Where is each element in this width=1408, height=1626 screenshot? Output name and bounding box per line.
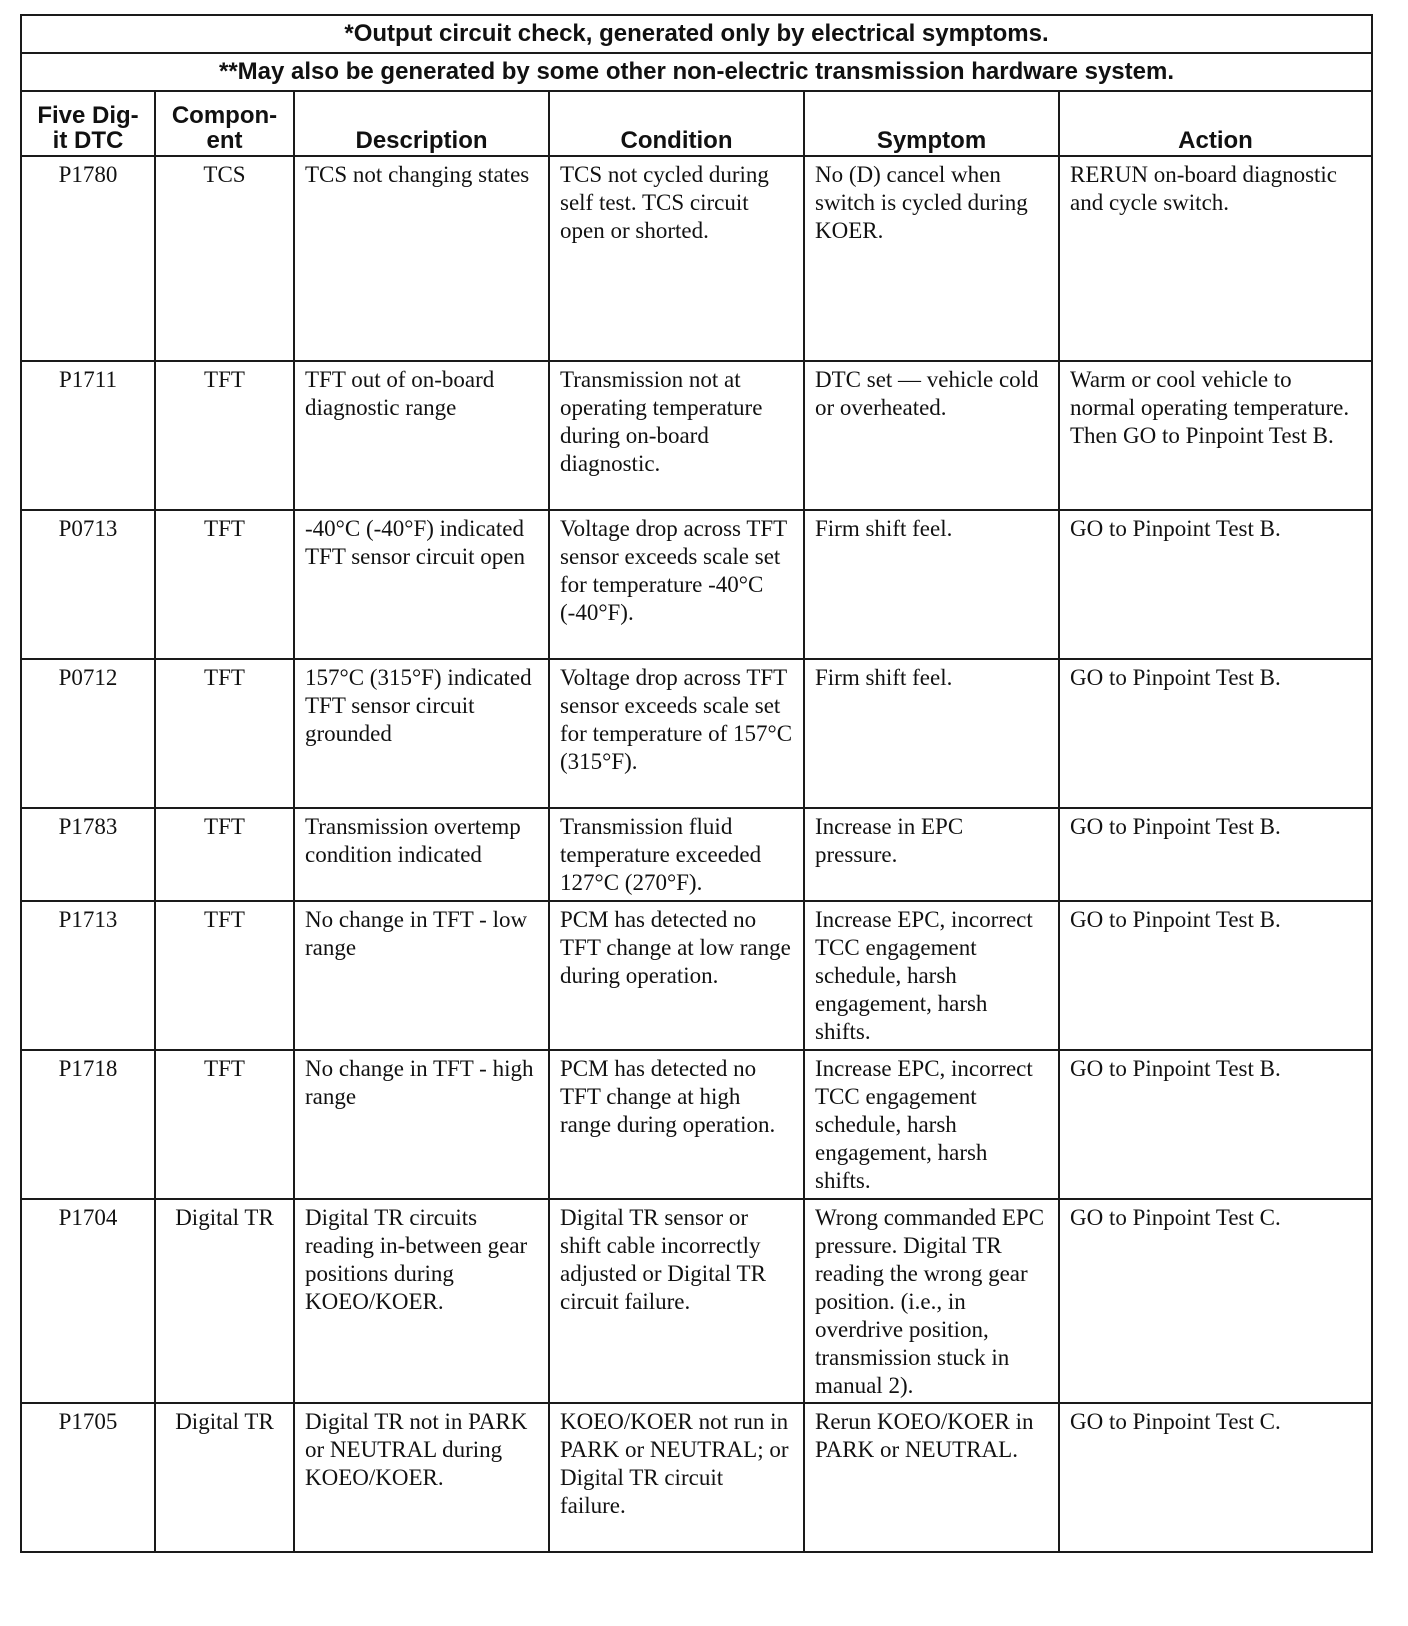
dtc-cell: P1704 [21,1199,155,1403]
table-row [21,1050,1372,1199]
symptom-cell: DTC set — vehicle cold or overheated. [804,361,1059,510]
symptom-cell: Increase in EPC pressure. [804,808,1059,901]
condition-cell: KOEO/KOER not run in PARK or NEUTRAL; or Digital TR circuit failure. [549,1403,804,1552]
symptom-cell: Increase EPC, incorrect TCC engagement schedule, harsh engagement, harsh shifts. [804,1050,1059,1199]
header-symptom: Symptom [804,91,1059,156]
action-cell: GO to Pinpoint Test B. [1059,901,1372,1050]
header-dtc-line2: it DTC [52,127,124,154]
action-cell: RERUN on-board diagnostic and cycle switch. [1059,156,1372,361]
banner-output-circuit-note: *Output circuit check, generated only by electrical symptoms. [21,15,1372,53]
condition-cell: Transmission fluid temperature exceeded 127°C (270°F). [549,808,804,901]
description-cell: Digital TR circuits reading in-between gear positions during KOEO/KOER. [294,1199,549,1403]
description-cell: No change in TFT - high range [294,1050,549,1199]
action-cell: GO to Pinpoint Test B. [1059,510,1372,659]
dtc-cell: P1713 [21,901,155,1050]
action-cell: GO to Pinpoint Test C. [1059,1199,1372,1403]
action-cell: Warm or cool vehicle to normal operating temperature. Then GO to Pinpoint Test B. [1059,361,1372,510]
component-cell: TFT [155,510,294,659]
dtc-table [20,14,1373,1553]
action-cell: GO to Pinpoint Test B. [1059,1050,1372,1199]
dtc-cell: P1780 [21,156,155,361]
banner-row-2 [21,53,1372,91]
table-row [21,659,1372,808]
symptom-cell: Rerun KOEO/KOER in PARK or NEUTRAL. [804,1403,1059,1552]
description-cell: Digital TR not in PARK or NEUTRAL during KOEO/KOER. [294,1403,549,1552]
description-cell: TCS not changing states [294,156,549,361]
header-condition: Condition [549,91,804,156]
condition-cell: Transmission not at operating temperature during on-board diagnostic. [549,361,804,510]
header-action: Action [1059,91,1372,156]
header-dtc-line1: Five Dig- [37,102,139,129]
header-dtc [21,91,155,156]
description-cell: Transmission overtemp condition indicated [294,808,549,901]
dtc-cell: P0713 [21,510,155,659]
symptom-cell: Firm shift feel. [804,659,1059,808]
description-cell: TFT out of on-board diagnostic range [294,361,549,510]
table-row [21,1403,1372,1552]
component-cell: Digital TR [155,1403,294,1552]
symptom-cell: Increase EPC, incorrect TCC engagement schedule, harsh engagement, harsh shifts. [804,901,1059,1050]
dtc-cell: P1783 [21,808,155,901]
dtc-cell: P0712 [21,659,155,808]
component-cell: TFT [155,361,294,510]
header-row [21,91,1372,156]
header-component-line2: ent [206,127,243,154]
description-cell: -40°C (-40°F) indicated TFT sensor circuit open [294,510,549,659]
component-cell: TCS [155,156,294,361]
condition-cell: Voltage drop across TFT sensor exceeds scale set for temperature of 157°C (315°F). [549,659,804,808]
header-description: Description [294,91,549,156]
description-cell: 157°C (315°F) indicated TFT sensor circuit grounded [294,659,549,808]
table-row [21,808,1372,901]
action-cell: GO to Pinpoint Test B. [1059,659,1372,808]
symptom-cell: Wrong commanded EPC pressure. Digital TR reading the wrong gear position. (i.e., in overdrive position, transmission stuck in manual 2). [804,1199,1059,1403]
table-row [21,1199,1372,1403]
dtc-cell: P1705 [21,1403,155,1552]
condition-cell: Digital TR sensor or shift cable incorrectly adjusted or Digital TR circuit failure. [549,1199,804,1403]
action-cell: GO to Pinpoint Test B. [1059,808,1372,901]
condition-cell: PCM has detected no TFT change at high range during operation. [549,1050,804,1199]
banner-non-electric-note: **May also be generated by some other non-electric transmission hardware system. [21,53,1372,91]
dtc-cell: P1711 [21,361,155,510]
table-row [21,901,1372,1050]
description-cell: No change in TFT - low range [294,901,549,1050]
symptom-cell: No (D) cancel when switch is cycled during KOER. [804,156,1059,361]
component-cell: TFT [155,1050,294,1199]
condition-cell: TCS not cycled during self test. TCS circuit open or shorted. [549,156,804,361]
table-row [21,156,1372,361]
table-row [21,510,1372,659]
condition-cell: Voltage drop across TFT sensor exceeds scale set for temperature -40°C (-40°F). [549,510,804,659]
component-cell: TFT [155,901,294,1050]
action-cell: GO to Pinpoint Test C. [1059,1403,1372,1552]
table-row [21,361,1372,510]
dtc-cell: P1718 [21,1050,155,1199]
header-component [155,91,294,156]
component-cell: Digital TR [155,1199,294,1403]
symptom-cell: Firm shift feel. [804,510,1059,659]
header-component-line1: Compon- [171,102,278,129]
component-cell: TFT [155,808,294,901]
banner-row-1 [21,15,1372,53]
component-cell: TFT [155,659,294,808]
condition-cell: PCM has detected no TFT change at low range during operation. [549,901,804,1050]
